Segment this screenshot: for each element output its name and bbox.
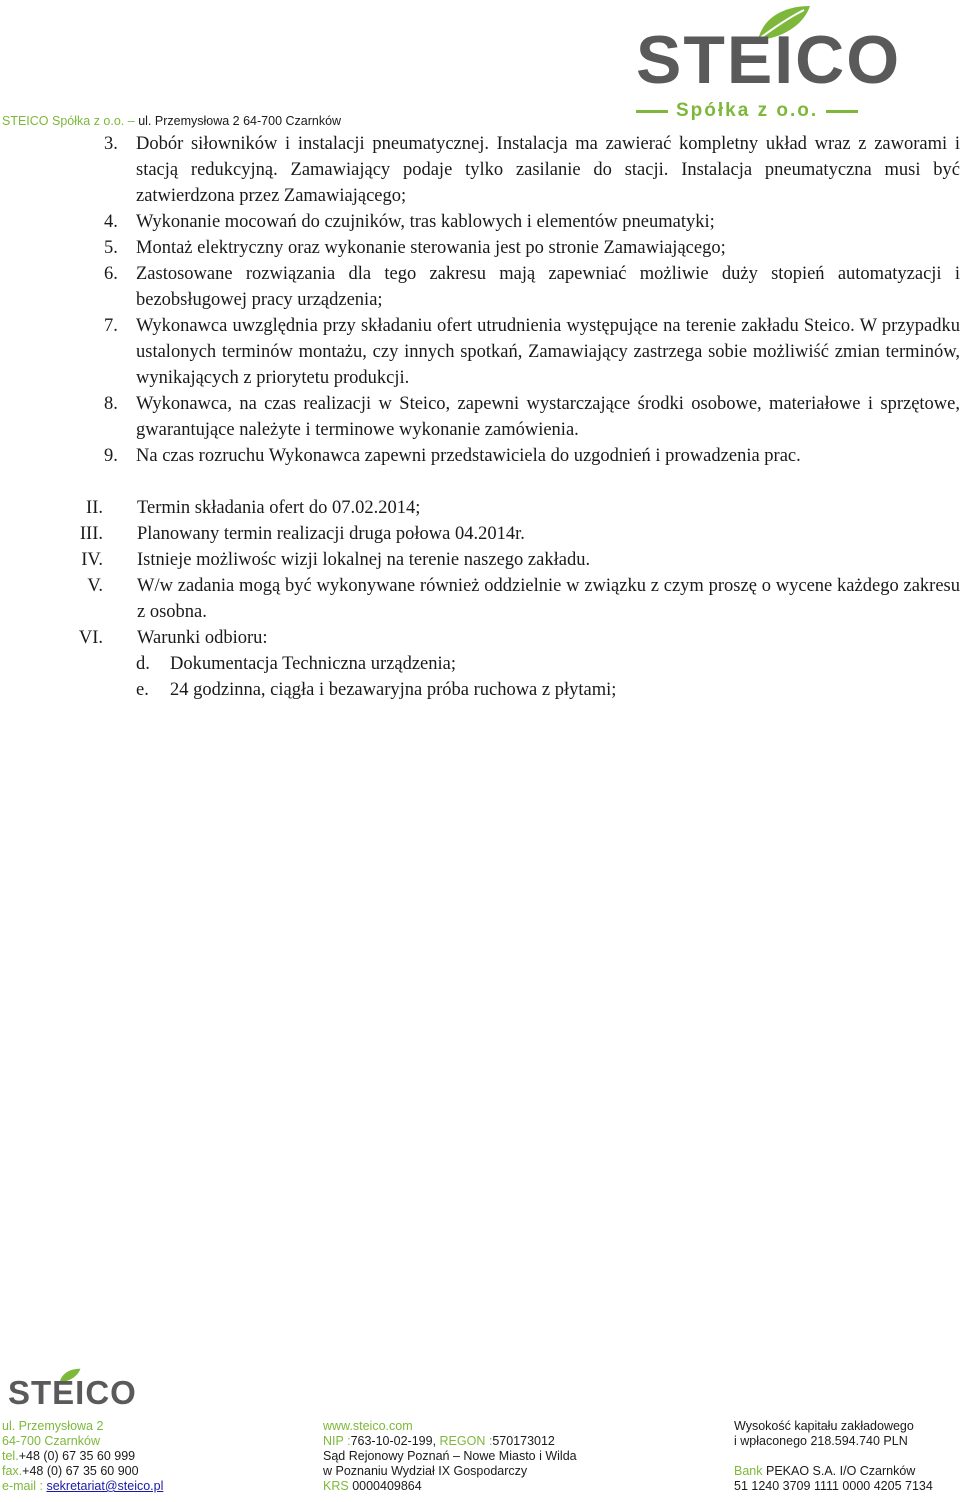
roman-number: IV. — [81, 550, 103, 570]
footer-court-line-2: w Poznaniu Wydział IX Gospodarczy — [323, 1464, 528, 1478]
footer-capital-line-2: i wpłaconego 218.594.740 PLN — [734, 1434, 908, 1448]
list-item-text: Dobór siłowników i instalacji pneumatycznej. Instalacja ma zawierać kompletny układ wraz z zaworami i stacją redukcyjną. Zamawiający podaje tylko zasilanie do stacji. Instalacja pneumatyczna musi być zatwierdzona przez Zamawiającego; — [136, 134, 960, 206]
header-company-line — [2, 114, 341, 128]
list-item-text: Wykonawca, na czas realizacji w Steico, zapewni wystarczające środki osobowe, materiałowe i sprzętowe, gwarantujące należyte i terminowe wykonanie zamówienia. — [136, 394, 960, 440]
logo-subtitle — [636, 100, 886, 122]
list-item-number: 6. — [104, 264, 118, 284]
footer-regon-label: REGON : — [439, 1434, 493, 1448]
footer-blank-line — [734, 1449, 933, 1464]
list-item-number: 4. — [104, 212, 118, 232]
logo-subtitle-text: Spółka z o.o. — [676, 100, 819, 121]
footer-steico-logo — [8, 1368, 137, 1416]
footer-nip-value: 763-10-02-199, — [350, 1434, 440, 1448]
logo-dash-right — [826, 110, 858, 113]
footer-street: ul. Przemysłowa 2 — [2, 1419, 104, 1433]
logo-dash-left — [636, 110, 668, 113]
list-item-number: 8. — [104, 394, 118, 414]
footer-court-line-1: Sąd Rejonowy Poznań – Nowe Miasto i Wilda — [323, 1449, 577, 1463]
footer-registry-column — [323, 1419, 577, 1494]
sub-item-letter: e. — [136, 680, 149, 700]
list-item-text: Na czas rozruchu Wykonawca zapewni przedstawiciela do uzgodnień i prowadzenia prac. — [136, 446, 801, 466]
footer-finance-column — [734, 1419, 933, 1494]
header-separator: – — [127, 114, 135, 128]
footer-fax — [2, 1464, 163, 1479]
list-item-text: Wykonanie mocowań do czujników, tras kablowych i elementów pneumatyki; — [136, 212, 715, 232]
footer-email-link[interactable]: sekretariat@steico.pl — [46, 1479, 164, 1493]
footer-capital-line-1: Wysokość kapitału zakładowego — [734, 1419, 914, 1433]
footer-bank-value: PEKAO S.A. I/O Czarnków — [765, 1464, 916, 1478]
steico-logo — [636, 4, 902, 124]
footer-address-column — [2, 1419, 163, 1494]
sub-item-text: 24 godzinna, ciągła i bezawaryjna próba ruchowa z płytami; — [170, 680, 617, 700]
footer-nip-regon — [323, 1434, 577, 1449]
list-item-text: Montaż elektryczny oraz wykonanie sterowania jest po stronie Zamawiającego; — [136, 238, 726, 258]
footer-tel-label: tel. — [2, 1449, 19, 1463]
footer-regon-value: 570173012 — [492, 1434, 555, 1448]
footer-bank-label: Bank — [734, 1464, 763, 1478]
roman-text: Istnieje możliwośc wizji lokalnej na terenie naszego zakładu. — [137, 550, 591, 570]
footer-fax-label: fax. — [2, 1464, 23, 1478]
list-item-number: 9. — [104, 446, 118, 466]
footer-nip-label: NIP : — [323, 1434, 351, 1448]
footer-city: 64-700 Czarnków — [2, 1434, 100, 1448]
footer-tel-value: +48 (0) 67 35 60 999 — [18, 1449, 136, 1463]
roman-number: VI. — [78, 628, 103, 648]
logo-wordmark: STEICO — [636, 22, 902, 98]
footer-bank — [734, 1464, 933, 1479]
sub-item-letter: d. — [136, 654, 150, 674]
roman-number: V. — [87, 576, 103, 596]
roman-text: Termin składania ofert do 07.02.2014; — [137, 498, 421, 518]
footer-krs — [323, 1479, 577, 1494]
footer-krs-value: 0000409864 — [352, 1479, 422, 1493]
footer-fax-value: +48 (0) 67 35 60 900 — [22, 1464, 139, 1478]
roman-text: Warunki odbioru: — [137, 628, 268, 648]
footer-email — [2, 1479, 163, 1494]
header-company-name: STEICO Spółka z o.o. — [2, 114, 125, 128]
footer-logo-wordmark: STEICO — [8, 1374, 137, 1411]
footer-account-number: 51 1240 3709 1111 0000 4205 7134 — [734, 1479, 933, 1493]
list-item-number: 5. — [104, 238, 118, 258]
list-item-text: Zastosowane rozwiązania dla tego zakresu mają zapewniać możliwie duży stopień automatyzacji i bezobsługowej pracy urządzenia; — [136, 264, 960, 310]
footer-email-label: e-mail : — [2, 1479, 43, 1493]
roman-number: II. — [86, 498, 103, 518]
header-address: ul. Przemysłowa 2 64-700 Czarnków — [138, 114, 342, 128]
roman-number: III. — [79, 524, 103, 544]
list-item-number: 3. — [104, 134, 118, 154]
footer-krs-label: KRS — [323, 1479, 349, 1493]
footer-tel — [2, 1449, 163, 1464]
footer-website[interactable]: www.steico.com — [323, 1419, 413, 1433]
roman-text: W/w zadania mogą być wykonywane również oddzielnie w związku z czym proszę o wycene każdego zakresu z osobna. — [137, 576, 960, 622]
list-item-text: Wykonawca uwzględnia przy składaniu ofert utrudnienia występujące na terenie zakładu Steico. W przypadku ustalonych terminów montażu, czy innych spotkań, Zamawiający zastrzega sobie możliwiść zmian terminów, wynikających z priorytetu produkcji. — [136, 316, 960, 388]
sub-item-text: Dokumentacja Techniczna urządzenia; — [170, 654, 456, 674]
roman-text: Planowany termin realizacji druga połowa 04.2014r. — [137, 524, 525, 544]
list-item-number: 7. — [104, 316, 118, 336]
